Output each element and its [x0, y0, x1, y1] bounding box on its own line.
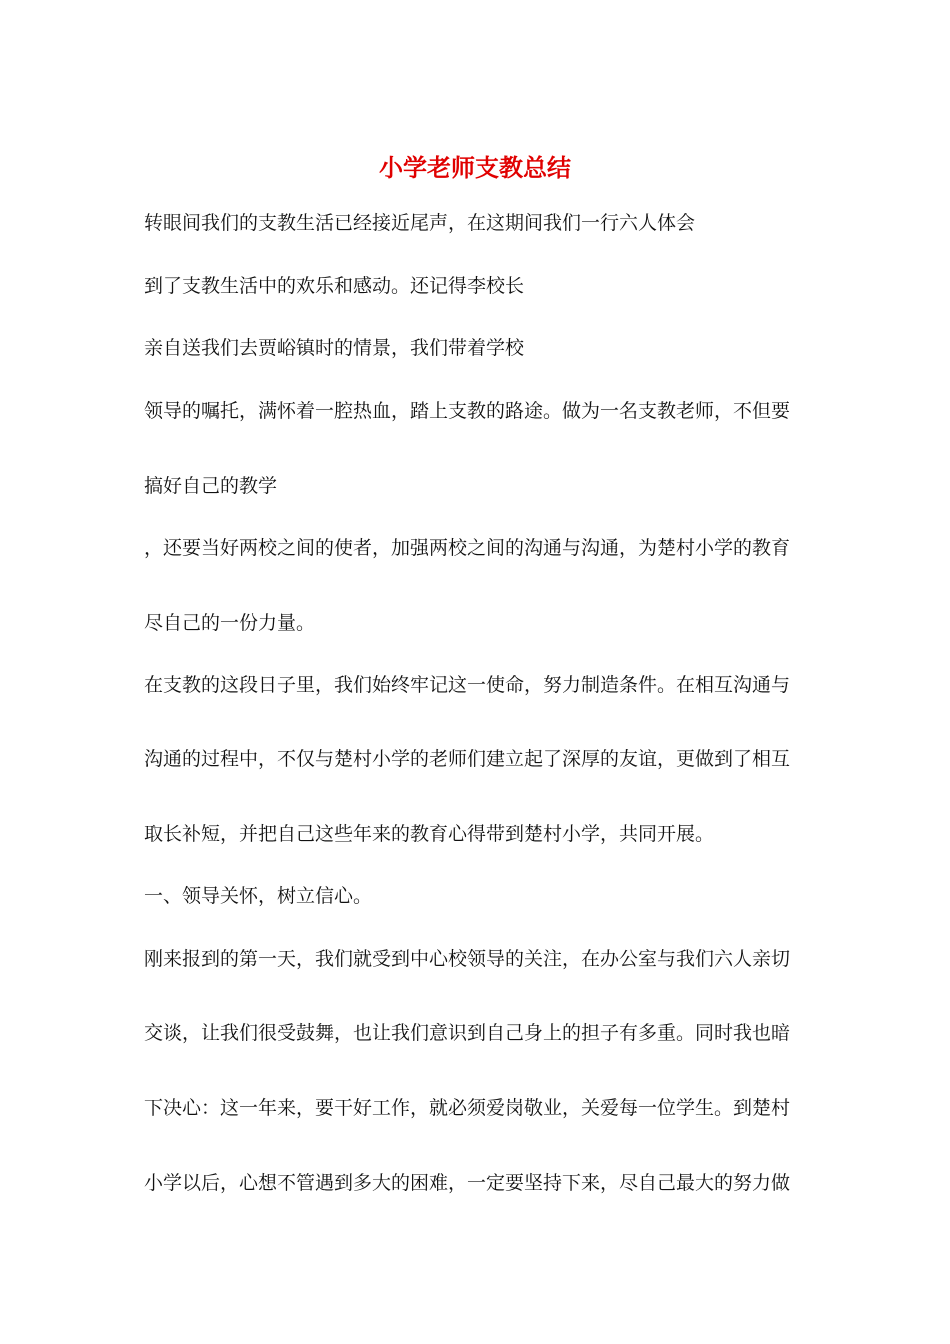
body-line: 取长补短，并把自己这些年来的教育心得带到楚村小学，共同开展。	[144, 823, 715, 845]
section-heading: 一、领导关怀，树立信心。	[144, 885, 373, 907]
document-title: 小学老师支教总结	[379, 153, 571, 182]
body-line: 小学以后，心想不管遇到多大的困难，一定要坚持下来，尽自己最大的努力做	[144, 1172, 791, 1194]
body-line: 尽自己的一份力量。	[144, 612, 316, 634]
body-line: 在支教的这段日子里，我们始终牢记这一使命，努力制造条件。在相互沟通与	[144, 674, 791, 696]
body-line: 领导的嘱托，满怀着一腔热血，踏上支教的路途。做为一名支教老师，不但要	[144, 400, 791, 422]
body-line: 沟通的过程中，不仅与楚村小学的老师们建立起了深厚的友谊，更做到了相互	[144, 748, 791, 770]
body-line: 亲自送我们去贾峪镇时的情景，我们带着学校	[144, 337, 525, 359]
body-line: 下决心：这一年来，要干好工作，就必须爱岗敬业，关爱每一位学生。到楚村	[144, 1097, 791, 1119]
body-line: 搞好自己的教学	[144, 475, 278, 497]
body-line: 转眼间我们的支教生活已经接近尾声，在这期间我们一行六人体会	[144, 212, 696, 234]
body-line: 到了支教生活中的欢乐和感动。还记得李校长	[144, 275, 525, 297]
body-line: 刚来报到的第一天，我们就受到中心校领导的关注，在办公室与我们六人亲切	[144, 948, 791, 970]
body-line: ，还要当好两校之间的使者，加强两校之间的沟通与沟通，为楚村小学的教育	[144, 537, 791, 559]
body-line: 交谈，让我们很受鼓舞，也让我们意识到自己身上的担子有多重。同时我也暗	[144, 1022, 791, 1044]
